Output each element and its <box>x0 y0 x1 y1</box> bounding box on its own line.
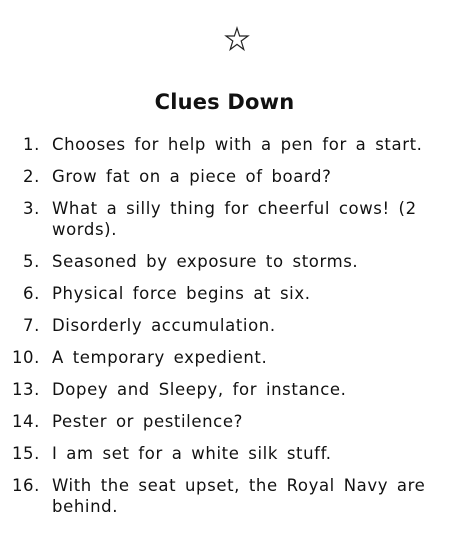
clue-item <box>0 475 449 517</box>
clue-number: 3. <box>23 199 40 218</box>
clue-text: Chooses for help with a pen for a start. <box>52 135 423 154</box>
star-outline-icon <box>224 26 250 52</box>
clue-item <box>0 166 449 187</box>
clue-item <box>0 347 449 368</box>
clue-number: 7. <box>23 316 40 335</box>
clue-item <box>0 198 449 240</box>
clue-text: With the seat upset, the Royal Navy are behind. <box>52 476 426 516</box>
clue-text: Physical force begins at six. <box>52 284 311 303</box>
clue-number: 15. <box>11 444 40 463</box>
clue-item <box>0 379 449 400</box>
clue-item <box>0 411 449 432</box>
clue-item <box>0 315 449 336</box>
clue-text: A temporary expedient. <box>52 348 268 367</box>
section-title: Clues Down <box>154 90 295 114</box>
clue-number: 13. <box>11 380 40 399</box>
clue-text: Dopey and Sleepy, for instance. <box>52 380 347 399</box>
clue-item <box>0 443 449 464</box>
clue-number: 2. <box>23 167 40 186</box>
clue-item <box>0 251 449 272</box>
clue-number: 1. <box>23 135 40 154</box>
clue-number: 14. <box>11 412 40 431</box>
clue-number: 6. <box>23 284 40 303</box>
clue-text: Seasoned by exposure to storms. <box>52 252 359 271</box>
clue-list <box>0 134 449 528</box>
clue-number: 10. <box>11 348 40 367</box>
clue-number: 16. <box>11 476 40 495</box>
clue-text: I am set for a white silk stuff. <box>52 444 332 463</box>
clue-text: Disorderly accumulation. <box>52 316 276 335</box>
clue-text: Pester or pestilence? <box>52 412 243 431</box>
clue-text: What a silly thing for cheerful cows! (2 words). <box>52 199 417 239</box>
clue-number: 5. <box>23 252 40 271</box>
clue-text: Grow fat on a piece of board? <box>52 167 332 186</box>
clue-item <box>0 134 449 155</box>
clue-item <box>0 283 449 304</box>
